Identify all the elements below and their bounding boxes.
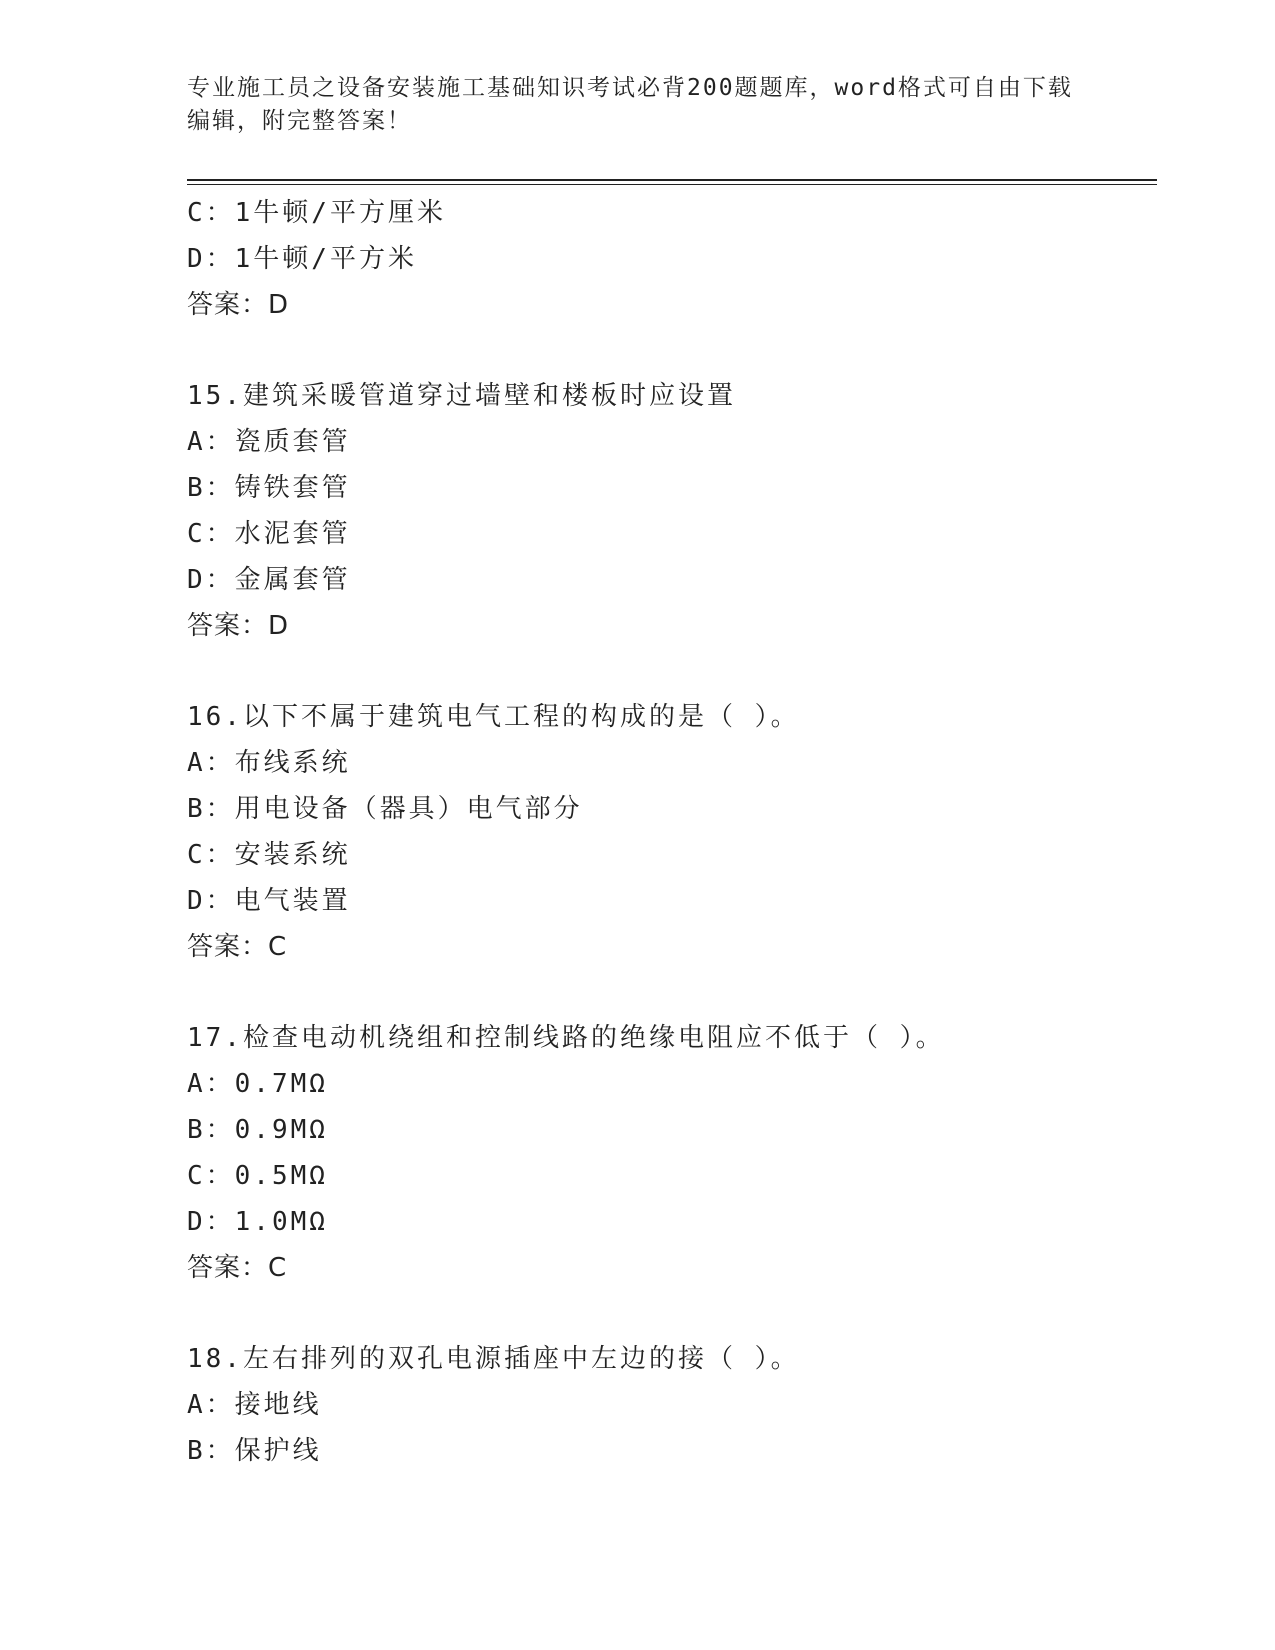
question-block <box>187 373 1157 649</box>
option-line: C：1牛顿/平方厘米 <box>187 198 446 228</box>
option-line: B：0.9MΩ <box>187 1115 328 1145</box>
option-line: B：用电设备（器具）电气部分 <box>187 794 583 824</box>
answer-line: 答案：C <box>187 1253 288 1283</box>
question-stem: 15.建筑采暖管道穿过墙壁和楼板时应设置 <box>187 381 736 411</box>
spacer <box>187 328 1157 373</box>
option-line: C：0.5MΩ <box>187 1161 328 1191</box>
question-block <box>187 1015 1157 1291</box>
answer-line: 答案：D <box>187 290 290 320</box>
option-line: C：水泥套管 <box>187 519 351 549</box>
spacer <box>187 970 1157 1015</box>
option-line: D：金属套管 <box>187 565 351 595</box>
option-line: C：安装系统 <box>187 840 351 870</box>
spacer <box>187 1291 1157 1336</box>
header-divider <box>187 179 1157 185</box>
header-line-1: 专业施工员之设备安装施工基础知识考试必背200题题库，word格式可自由下载 <box>187 75 1073 101</box>
option-line: D：电气装置 <box>187 886 351 916</box>
question-list <box>187 190 1157 1474</box>
question-block <box>187 1336 1157 1474</box>
document-header <box>187 72 1087 138</box>
option-line: A：0.7MΩ <box>187 1069 328 1099</box>
option-line: A：布线系统 <box>187 748 351 778</box>
question-block <box>187 694 1157 970</box>
question-stem: 16.以下不属于建筑电气工程的构成的是（ ）。 <box>187 702 800 732</box>
spacer <box>187 649 1157 694</box>
answer-line: 答案：C <box>187 932 288 962</box>
option-line: B：保护线 <box>187 1436 322 1466</box>
option-line: A：接地线 <box>187 1390 322 1420</box>
question-block <box>187 190 1157 328</box>
header-line-2: 编辑，附完整答案！ <box>187 108 412 134</box>
option-line: D：1牛顿/平方米 <box>187 244 417 274</box>
option-line: A：瓷质套管 <box>187 427 351 457</box>
question-stem: 18.左右排列的双孔电源插座中左边的接（ ）。 <box>187 1344 800 1374</box>
answer-line: 答案：D <box>187 611 290 641</box>
option-line: D：1.0MΩ <box>187 1207 328 1237</box>
question-stem: 17.检查电动机绕组和控制线路的绝缘电阻应不低于（ ）。 <box>187 1023 945 1053</box>
option-line: B：铸铁套管 <box>187 473 351 503</box>
